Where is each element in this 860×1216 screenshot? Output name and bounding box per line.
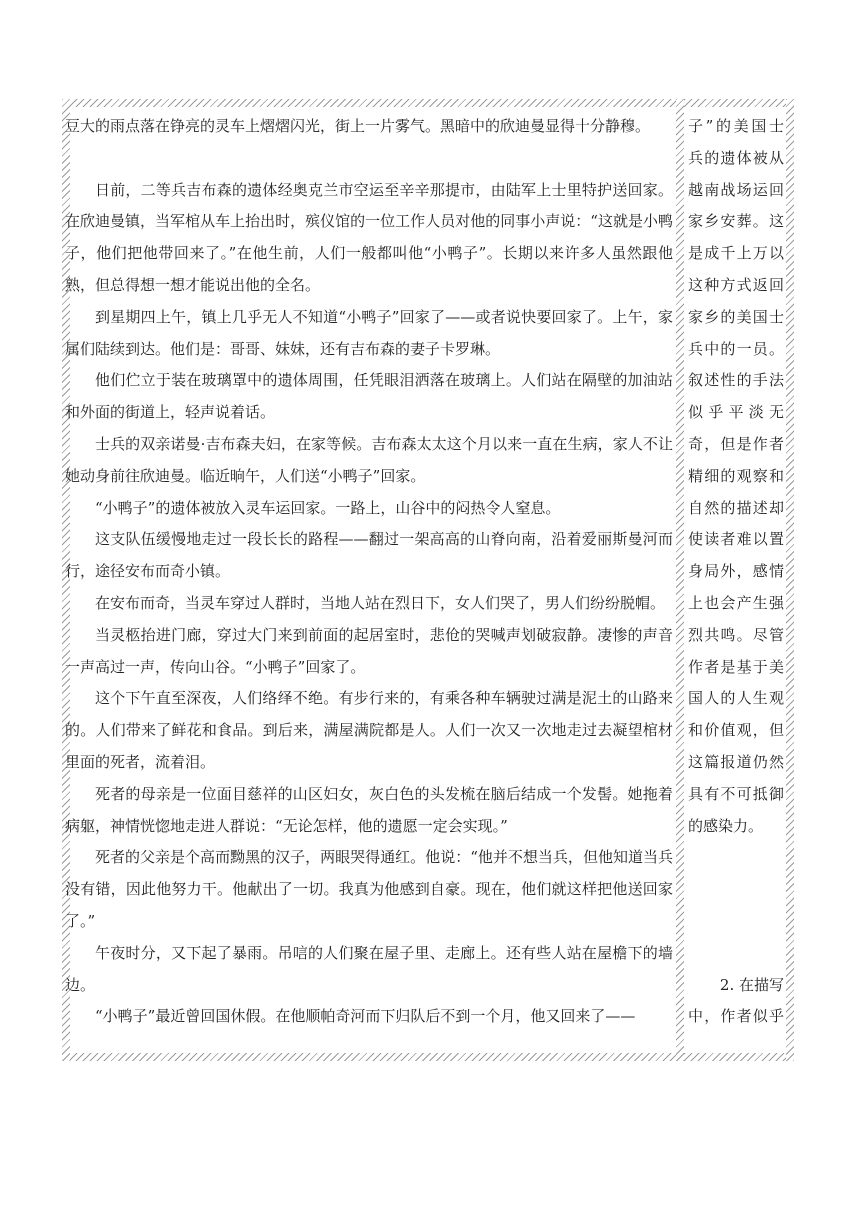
annotation-line: 家乡安葬。这 [688,212,784,231]
article-text [65,111,673,1033]
paragraph: 在安布而奇，当灵车穿过人群时，当地人站在烈日下，女人们哭了，男人们纷纷脱帽。 [95,593,666,612]
annotation-gap [688,906,784,938]
annotation-line: 家乡的美国士 [688,307,784,326]
paragraph: 他们伫立于装在玻璃罩中的遗体周围，任凭眼泪洒落在玻璃上。人们站在隔壁的加油站和外面的街道上，轻声说着话。 [65,371,673,422]
paragraph: 这支队伍缓慢地走过一段长长的路程——翻过一架高高的山脊向南，沿着爱丽斯曼河而行，途径安布而奇小镇。 [65,530,673,581]
annotation-line: 似乎平淡无 [688,403,784,422]
question-2-line: 中，作者似乎 [688,1007,784,1026]
paragraph: 到星期四上午，镇上几乎无人不知道“小鸭子”回家了——或者说快要回家了。上午，家属们陆续到达。他们是：哥哥、妹妹，还有吉布森的妻子卡罗琳。 [65,307,673,358]
paragraph-gap [65,143,673,175]
hatched-border-right [786,99,794,1061]
paragraph: 这个下午直至深夜，人们络绎不绝。有步行来的，有乘各种车辆驶过满是泥土的山路来的。人们带来了鲜花和食品。到后来，满屋满院都是人。人们一次又一次地走过去凝望棺材里面的死者，流着泪。 [65,689,673,771]
paragraph: 死者的父亲是个高而黝黑的汉子，两眼哭得通红。他说：“他并不想当兵，但他知道当兵没有错，因此他努力干。他献出了一切。我真为他感到自豪。现在，他们就这样把他送回家了。” [65,848,673,930]
annotation-line: 精细的观察和 [688,466,784,485]
paragraph: 午夜时分，又下起了暴雨。吊唁的人们聚在屋子里、走廊上。还有些人站在屋檐下的墙边。 [65,943,673,994]
annotation-line: 奇，但是作者 [688,434,784,453]
annotation-line: 具有不可抵御 [688,784,784,803]
annotation-column [688,111,784,1033]
paragraph: 日前，二等兵吉布森的遗体经奥克兰市空运至辛辛那提市，由陆军上士里特护送回家。在欣迪曼镇，当军棺从车上抬出时，殡仪馆的一位工作人员对他的同事小声说：“这就是小鸭子，他们把他带回来了。”在他生前，人们一般都叫他“小鸭子”。长期以来许多人虽然跟他熟，但总得想一想才能说出他的全名。 [65,180,673,294]
annotation-line: 作者是基于美 [688,657,784,676]
annotation-line: 和价值观，但 [688,721,784,740]
hatched-border-top [62,99,794,107]
annotation-gap [688,874,784,906]
question-2-line: 2. 在描写 [719,975,784,994]
annotation-line: 国人的人生观 [688,689,784,708]
hatched-border-bottom [62,1053,794,1061]
annotation-gap [688,938,784,970]
paragraph: “小鸭子”的遗体被放入灵车运回家。一路上，山谷中的闷热令人窒息。 [95,498,561,517]
page-frame [62,99,794,1061]
annotation-line: 兵的遗体被从 [688,148,784,167]
annotation-line: 上也会产生强 [688,593,784,612]
paragraph: 士兵的双亲诺曼·吉布森夫妇，在家等候。吉布森太太这个月以来一直在生病，家人不让她动身前往欣迪曼。临近晌午，人们送“小鸭子”回家。 [65,434,673,485]
paragraph: “小鸭子”最近曾回国休假。在他顺帕奇河而下归队后不到一个月，他又回来了—— [95,1007,636,1026]
hatched-column-divider [676,99,684,1061]
annotation-line: 使读者难以置 [688,530,784,549]
annotation-line: 兵中的一员。 [688,339,784,358]
annotation-line: 这篇报道仍然 [688,752,784,771]
annotation-line: 是成千上万以 [688,244,784,263]
paragraph: 当灵柩抬进门廊，穿过大门来到前面的起居室时，悲伧的哭喊声划破寂静。凄惨的声音一声高过一声，传向山谷。“小鸭子”回家了。 [65,625,673,676]
paragraph: 豆大的雨点落在铮亮的灵车上熠熠闪光，街上一片雾气。黑暗中的欣迪曼显得十分静穆。 [65,117,651,135]
annotation-line: 这种方式返回 [688,275,784,294]
annotation-line: 身局外，感情 [688,562,784,581]
annotation-line: 烈共鸣。尽管 [688,625,784,644]
annotation-line: 子”的美国士 [688,117,784,135]
annotation-line: 自然的描述却 [688,498,784,517]
annotation-gap [688,842,784,874]
annotation-line: 越南战场运回 [688,180,784,199]
annotation-line: 的感染力。 [688,816,764,835]
annotation-line: 叙述性的手法 [688,371,784,390]
paragraph: 死者的母亲是一位面目慈祥的山区妇女，灰白色的头发梳在脑后结成一个发髻。她拖着病躯，神情恍惚地走进人群说：“无论怎样，他的遗愿一定会实现。” [65,784,673,835]
